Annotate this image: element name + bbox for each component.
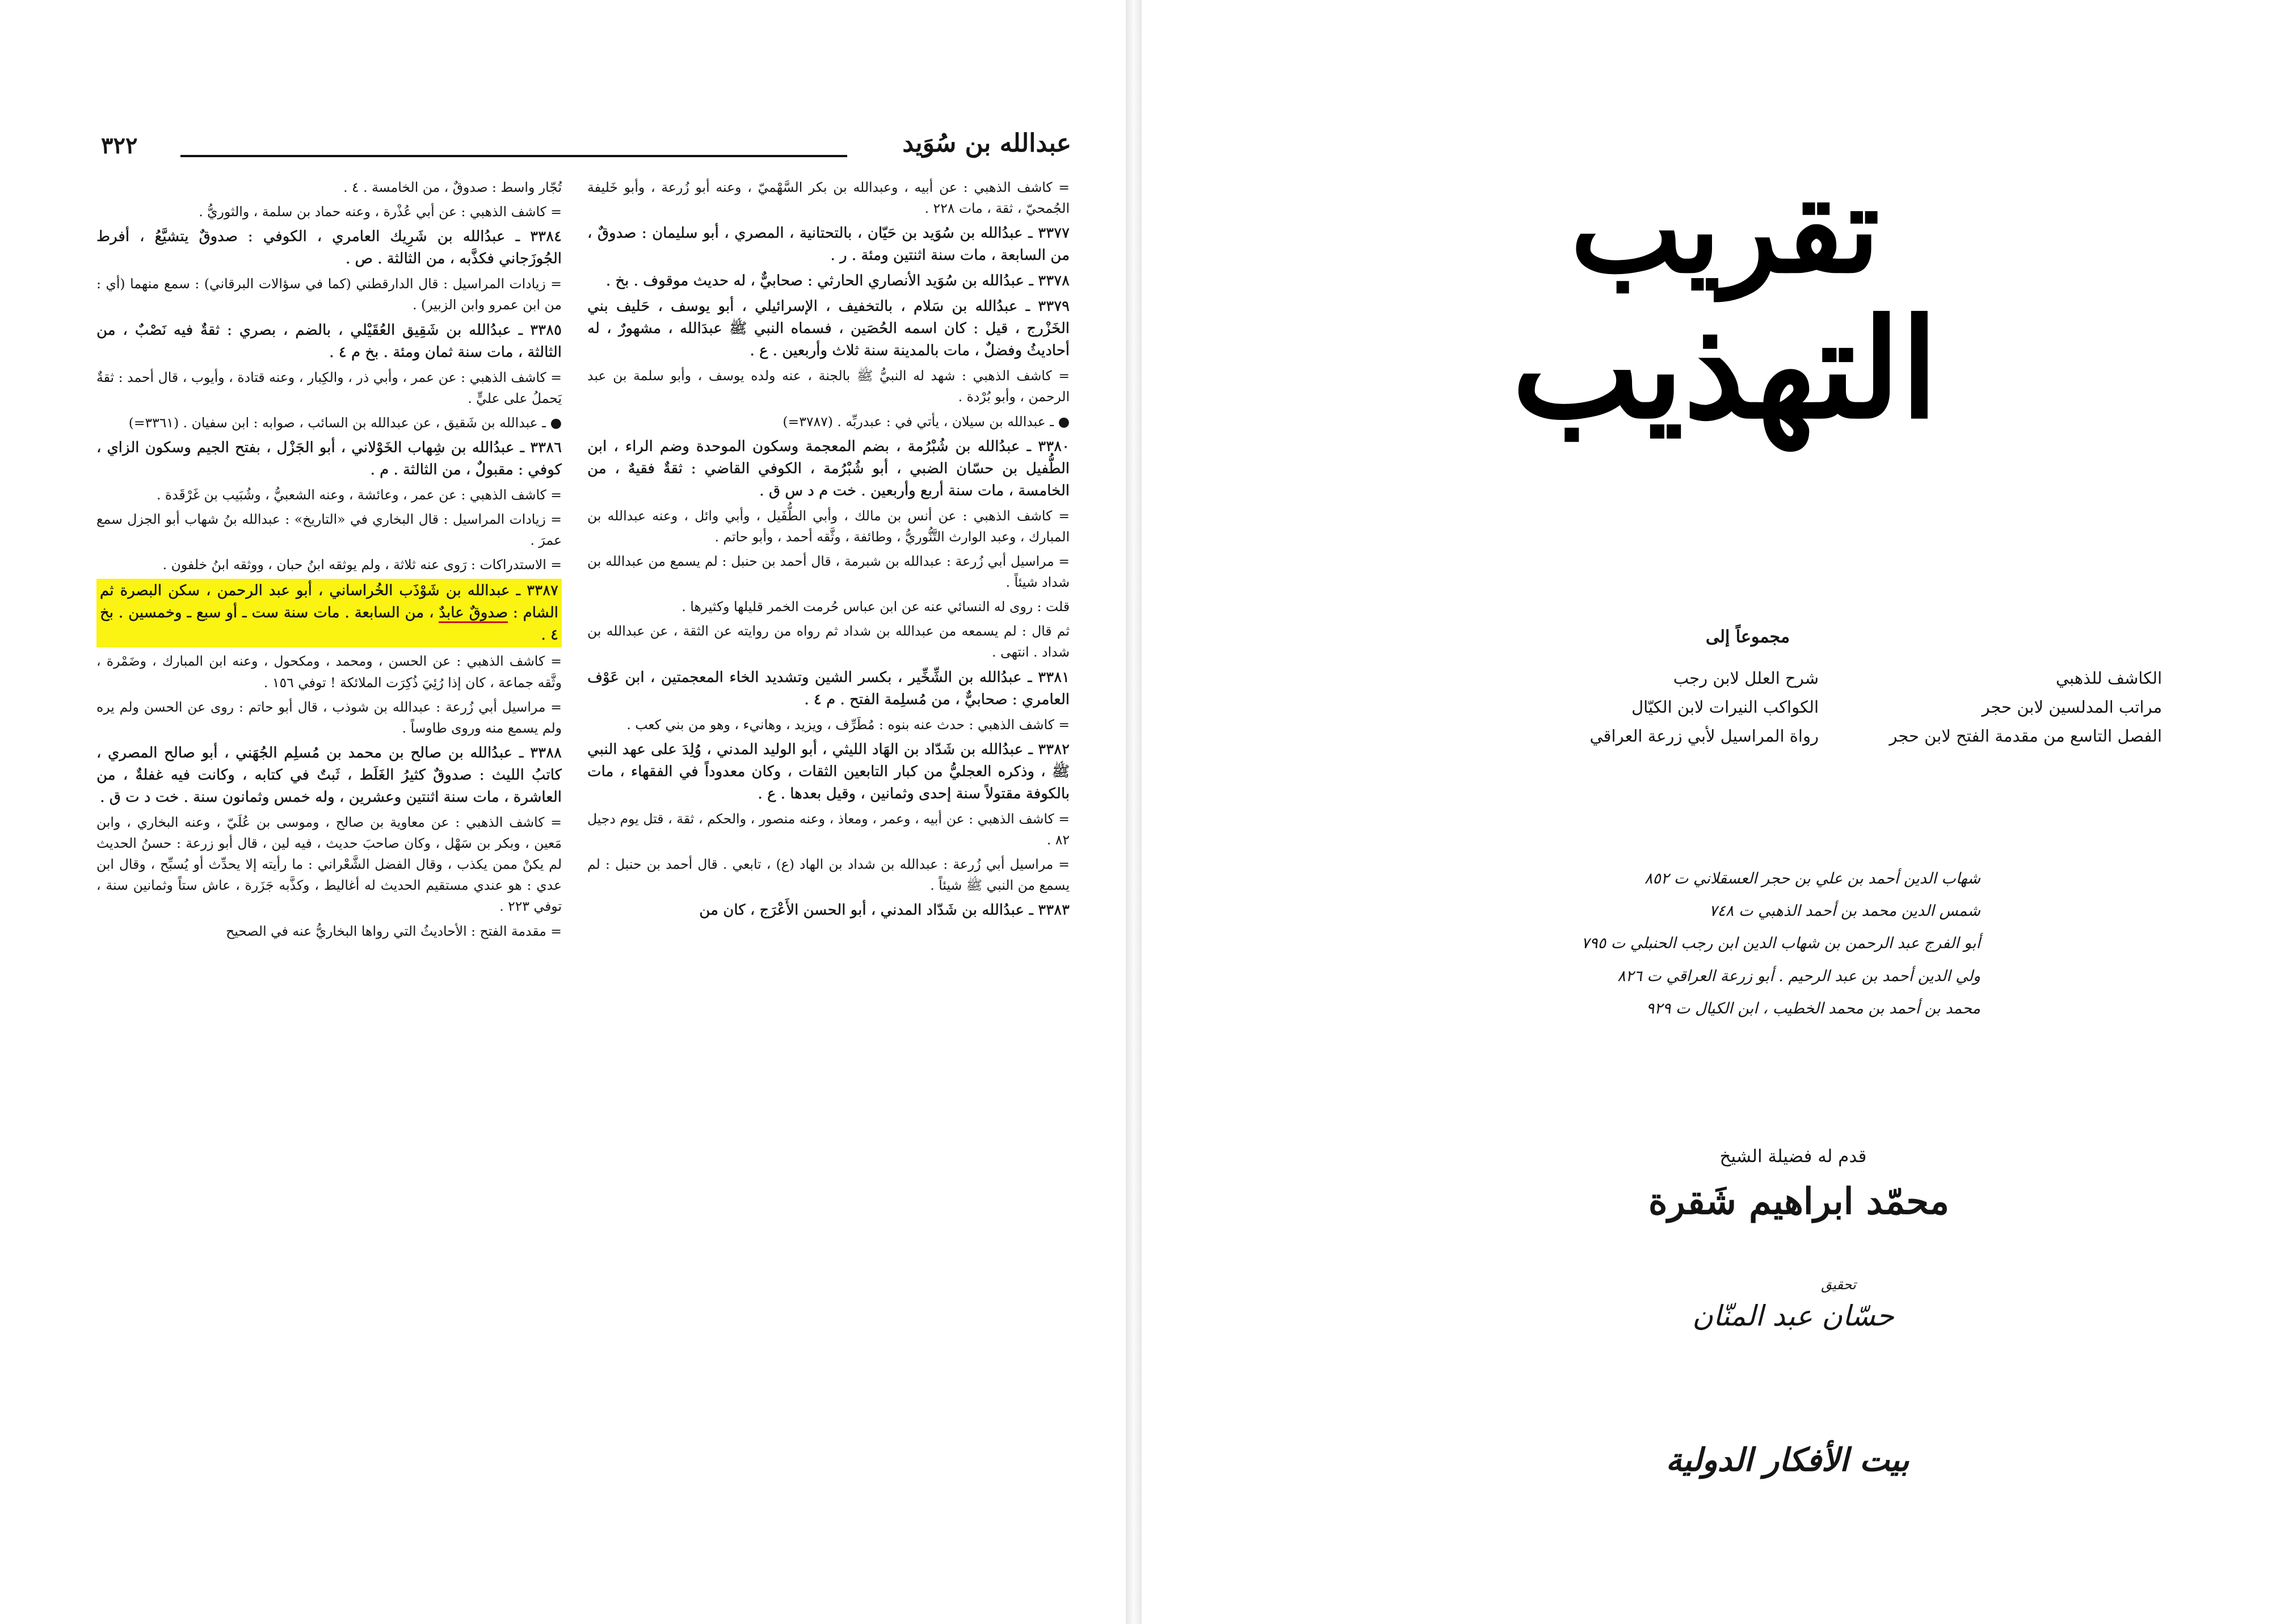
tahqiq-label: تحقيق bbox=[1821, 1277, 1856, 1293]
sheikh-name: محمّد ابراهيم شَقرة bbox=[1648, 1180, 1949, 1223]
entry-text: = كاشف الذهبي : عن أبيه ، وعبدالله بن بكر السَّهْميّ ، وعنه أبو زُرعة ، وأبو خَليفة الجُمحيّ ، ثقة ، مات ٢٢٨ . bbox=[587, 179, 1070, 217]
biography-entry bbox=[96, 437, 562, 481]
included-works-left bbox=[1524, 664, 1819, 750]
entry-text-continued: ، من السابعة . مات سنة ست ـ أو سبع ـ وخمسين . بخ ٤ . bbox=[100, 604, 558, 644]
entry-note bbox=[96, 921, 562, 942]
entry-note bbox=[587, 551, 1070, 593]
entry-note bbox=[96, 367, 562, 409]
entry-note bbox=[96, 651, 562, 693]
entry-note bbox=[587, 411, 1070, 432]
book-spine bbox=[1126, 0, 1142, 1624]
biography-entry bbox=[96, 319, 562, 364]
biography-entry bbox=[587, 667, 1070, 711]
included-work: الكواكب النيرات لابن الكيّال bbox=[1631, 697, 1819, 717]
author-line: شهاب الدين أحمد بن علي بن حجر العسقلاني ت ٨٥٢ bbox=[1644, 870, 1980, 887]
entry-text: ٣٣٨٨ ـ عبدُالله بن صالح بن محمد بن مُسلِم الجُهَني ، أبو صالح المصري ، كاتبُ الليث : صدوقٌ كثيرُ الغَلَط ، ثَبتٌ في كتابه ، وكانت فيه غفلةٌ ، من العاشرة ، مات سنة اثنتين وعشرين ، وله خمس وثمانون سنة . خت د ت ق . bbox=[96, 744, 562, 806]
entry-text: ● ـ عبدالله بن شَقيق ، عن عبدالله بن السائب ، صوابه : ابن سفيان . (٣٣٦١=) bbox=[128, 414, 562, 431]
biography-entry bbox=[587, 436, 1070, 502]
book-title-line-2: التهذيب bbox=[1512, 289, 1938, 449]
author-line: ولي الدين أحمد بن عبد الرحيم . أبو زرعة العراقي ت ٨٢٦ bbox=[1617, 967, 1980, 985]
book-text-page bbox=[0, 0, 1129, 1624]
entry-note bbox=[96, 413, 562, 434]
entry-text: = الاستدراكات : رَوى عنه ثلاثة ، ولم يوثقه ابنُ حبان ، ووثقه ابنُ خلفون . bbox=[162, 557, 562, 573]
included-work: الكاشف للذهبي bbox=[2055, 668, 2162, 688]
title-page bbox=[1141, 0, 2284, 1624]
entry-text: تُجّار واسط : صدوقٌ ، من الخامسة . ٤ . bbox=[343, 179, 562, 195]
entry-note bbox=[96, 201, 562, 222]
entry-text: ٣٣٨٧ ـ عبدالله بن شَوْذَب الخُراساني ، أبو عبد الرحمن ، سكن البصرة ثم الشام : bbox=[100, 582, 558, 622]
entry-note bbox=[96, 274, 562, 315]
included-work: شرح العلل لابن رجب bbox=[1673, 668, 1819, 688]
page-header bbox=[101, 128, 1071, 173]
biography-entry bbox=[96, 742, 562, 809]
entry-text: ٣٣٧٨ ـ عبدُالله بن سُوَيد الأنصاري الحارثي : صحابيٌّ ، له حديث موقوف . بخ . bbox=[605, 272, 1070, 290]
entry-text: = كاشف الذهبي : عن الحسن ، ومحمد ، ومكحول ، وعنه ابن المبارك ، وضَمْرة ، وثَّقه جماعة ، كان إذا رُئِيَ ذُكِرَت الملائكة ! توفي ١٥٦ . bbox=[96, 653, 562, 691]
entry-note bbox=[587, 809, 1070, 851]
entry-note bbox=[587, 621, 1070, 663]
left-text-column bbox=[96, 177, 562, 945]
book-title bbox=[1470, 159, 1980, 449]
authors-list bbox=[1581, 863, 1980, 1025]
author-line: أبو الفرج عبد الرحمن بن شهاب الدين ابن رجب الحنبلي ت ٧٩٥ bbox=[1581, 935, 1980, 953]
entry-text: = كاشف الذهبي : عن عمر ، وأبي ذر ، والكِبار ، وعنه قتادة ، وأيوب ، قال أحمد : ثقةٌ يَحملُ على عليٍّ . bbox=[96, 369, 562, 406]
included-work: الفصل التاسع من مقدمة الفتح لابن حجر bbox=[1889, 726, 2162, 746]
entry-text: = كاشف الذهبي : عن أبي عُذْرة ، وعنه حماد بن سلمة ، والثوريُّ . bbox=[199, 204, 562, 220]
page-number: ٣٢٢ bbox=[101, 132, 138, 159]
entry-text: ٣٣٨٤ ـ عبدُالله بن شَرِيك العامري ، الكوفي : صدوقٌ يتشيَّعُ ، أفرط الجُوزَجاني فكذَّبه ، من الثالثة . ص . bbox=[96, 228, 562, 268]
biography-entry bbox=[587, 270, 1070, 292]
entry-text: = كاشف الذهبي : عن أنس بن مالك ، وأبي الطُّفَيل ، وأبي وائل ، وعنه عبدالله بن المبارك ، وعبد الوارث التَّنُّوريُّ ، وطائفة ، وثَّقه أحمد ، وأبو حاتم . bbox=[587, 507, 1070, 545]
entry-text: = كاشف الذهبي : شهد له النبيُّ ﷺ بالجنة ، عنه ولده يوسف ، وأبو سلمة بن عبد الرحمن ، وأبو بُرْدة . bbox=[587, 368, 1070, 405]
entry-text: = كاشف الذهبي : عن معاوية بن صالح ، وموسى بن عُلَيّ ، وعنه البخاري ، وابن مَعين ، وبكر بن سَهْل ، وكان صاحبَ حديث ، فيه لين ، قال أبو زرعة : حسنُ الحديث لم يكنْ ممن يكذب ، وقال الفضل الشَّعْراني : ما رأيته إلا يحدِّث أو يُسبِّح ، وقال ابن عدي : هو عندي مستقيم الحديث له أغاليط ، وكذَّبه جَزَرة ، عاش ستاً وثمانين سنة ، توفي ٢٢٣ . bbox=[96, 814, 562, 915]
author-line: محمد بن أحمد بن محمد الخطيب ، ابن الكيال ت ٩٢٩ bbox=[1646, 999, 1980, 1017]
collection-label: مجموعاً إلى bbox=[1705, 627, 1790, 647]
introduction-label: قدم له فضيلة الشيخ bbox=[1719, 1146, 1867, 1167]
entry-text: = كاشف الذهبي : حدث عنه بنوه : مُطَرِّف ، ويزيد ، وهانيء ، وهو من بني كعب . bbox=[626, 716, 1070, 733]
editor-name: حسّان عبد المنّان bbox=[1692, 1299, 1894, 1332]
biography-entry bbox=[96, 579, 562, 647]
entry-text: = مراسيل أبي زُرعة : عبدالله بن شبرمة ، قال أحمد بن حنبل : لم يسمع من عبدالله بن شداد شيئاً . bbox=[587, 553, 1070, 590]
included-work: رواة المراسيل لأبي زرعة العراقي bbox=[1589, 726, 1819, 746]
entry-note bbox=[96, 554, 562, 575]
biography-entry bbox=[96, 226, 562, 270]
header-rule bbox=[180, 155, 847, 157]
publisher-logo: بيت الأفكار الدولية bbox=[1665, 1441, 1909, 1479]
entry-note bbox=[587, 854, 1070, 896]
entry-text: ٣٣٨٦ ـ عبدُالله بن شِهاب الخَوْلاني ، أبو الجَزْل ، بفتح الجيم وسكون الزاي ، كوفي : مقبولٌ ، من الثالثة . م . bbox=[96, 439, 562, 478]
running-title: عبدالله بن سُوَيد bbox=[902, 129, 1071, 158]
entry-text: ٣٣٨٠ ـ عبدُالله بن شُبْرُمة ، بضم المعجمة وسكون الموحدة وضم الراء ، ابن الطُّفيل بن حسّان الضبي ، أبو شُبْرُمة ، الكوفي القاضي : ثقةٌ فقيهٌ ، من الخامسة ، مات سنة أربع وأربعين . خت م د س ق . bbox=[587, 437, 1070, 499]
entry-text: ٣٣٧٧ ـ عبدُالله بن سُوَيد بن حَيّان ، بالتحتانية ، المصري ، أبو سليمان : صدوقٌ ، من السابعة ، مات سنة اثنتين ومئة . ر . bbox=[587, 225, 1070, 264]
entry-text: ٣٣٧٩ ـ عبدُالله بن سَلام ، بالتخفيف ، الإسرائيلي ، أبو يوسف ، حَليف بني الخَزْرج ، قيل : كان اسمه الحُصَين ، فسماه النبي ﷺ عبدَالله ، مشهورٌ ، له أحاديثُ وفضلٌ ، مات بالمدينة سنة ثلاث وأربعين . ع . bbox=[587, 298, 1070, 360]
biography-entry bbox=[587, 739, 1070, 805]
entry-note bbox=[96, 812, 562, 918]
entry-text: ● ـ عبدالله بن سيلان ، يأتي في : عبدربِّه . (٣٧٨٧=) bbox=[783, 413, 1070, 430]
entry-text: = كاشف الذهبي : عن أبيه ، وعمر ، ومعاذ ، وعنه منصور ، والحكم ، ثقة ، قتل يوم دجيل ٨٢ . bbox=[587, 810, 1070, 848]
right-text-column bbox=[587, 177, 1070, 925]
included-works-right bbox=[1844, 664, 2162, 750]
entry-text: = زيادات المراسيل : قال الدارقطني (كما في سؤالات البرقاني) : سمع منهما (أي : من ابن عمرو وابن الزبير) . bbox=[96, 276, 562, 313]
entry-text: ٣٣٨٥ ـ عبدُالله بن شَقِيق العُقَيْلي ، بالضم ، بصري : ثقةٌ فيه نَصْبٌ ، من الثالثة ، مات سنة ثمان ومئة . بخ م ٤ . bbox=[96, 321, 562, 361]
entry-text: = مقدمة الفتح : الأحاديثُ التي رواها البخاريُّ عنه في الصحيح bbox=[226, 923, 562, 939]
book-title-line-1: تقريب bbox=[1570, 159, 1880, 300]
biography-entry bbox=[587, 222, 1070, 267]
entry-text: = كاشف الذهبي : عن عمر ، وعائشة ، وعنه الشعبيُّ ، وشُبَيب بن غَرْقَدة . bbox=[156, 486, 562, 503]
entry-note bbox=[587, 596, 1070, 617]
entry-text: = مراسيل أبي زُرعة : عبدالله بن شوذب ، قال أبو حاتم : روى عن الحسن ولم يره ولم يسمع منه وروى طاوساً . bbox=[96, 699, 562, 736]
underlined-grade: صدوقٌ عابدٌ bbox=[439, 604, 508, 623]
biography-entry bbox=[587, 899, 1070, 922]
entry-text: قلت : روى له النسائي عنه عن ابن عباس حُرمت الخمر قليلها وكثيرها . bbox=[682, 599, 1070, 615]
entry-text: = زيادات المراسيل : قال البخاري في «التاريخ» : عبدالله بنُ شهاب أبو الجزل سمع عمرَ . bbox=[96, 511, 562, 549]
entry-note bbox=[96, 697, 562, 739]
entry-text: ٣٣٨٢ ـ عبدُالله بن شَدّاد بن الهَاد الليثي ، أبو الوليد المدني ، وُلِدَ على عهد النبي ﷺ ، وذكره العجليُّ من كبار التابعين الثقات ، وكان معدوداً في الفقهاء ، مات بالكوفة مقتولاً سنة إحدى وثمانين ، وقيل بعدها . ع . bbox=[587, 741, 1070, 802]
entry-note bbox=[587, 365, 1070, 407]
biography-entry bbox=[587, 296, 1070, 362]
entry-text: ثم قال : لم يسمعه من عبدالله بن شداد ثم رواه من روايته عن الثقة ، عن عبدالله بن شداد . انتهى . bbox=[587, 623, 1070, 660]
author-line: شمس الدين محمد بن أحمد الذهبي ت ٧٤٨ bbox=[1709, 902, 1980, 920]
entry-text: ٣٣٨١ ـ عبدُالله بن الشِّخِّير ، بكسر الشين وتشديد الخاء المعجمتين ، ابن عَوْف العامري : صحابيٌّ ، من مُسلِمة الفتح . م ٤ . bbox=[587, 668, 1070, 708]
entry-note bbox=[587, 714, 1070, 735]
included-work: مراتب المدلسين لابن حجر bbox=[1982, 697, 2162, 717]
entry-note bbox=[587, 506, 1070, 548]
entry-text: = مراسيل أبي زُرعة : عبدالله بن شداد بن الهاد (ع) ، تابعي . قال أحمد بن حنبل : لم يسمع من النبي ﷺ شيئاً . bbox=[587, 856, 1070, 893]
entry-note bbox=[587, 177, 1070, 219]
entry-note bbox=[96, 177, 562, 198]
entry-note bbox=[96, 509, 562, 551]
entry-note bbox=[96, 485, 562, 506]
entry-text: ٣٣٨٣ ـ عبدُالله بن شَدّاد المدني ، أبو الحسن الأَعْرَج ، كان من bbox=[699, 902, 1070, 919]
